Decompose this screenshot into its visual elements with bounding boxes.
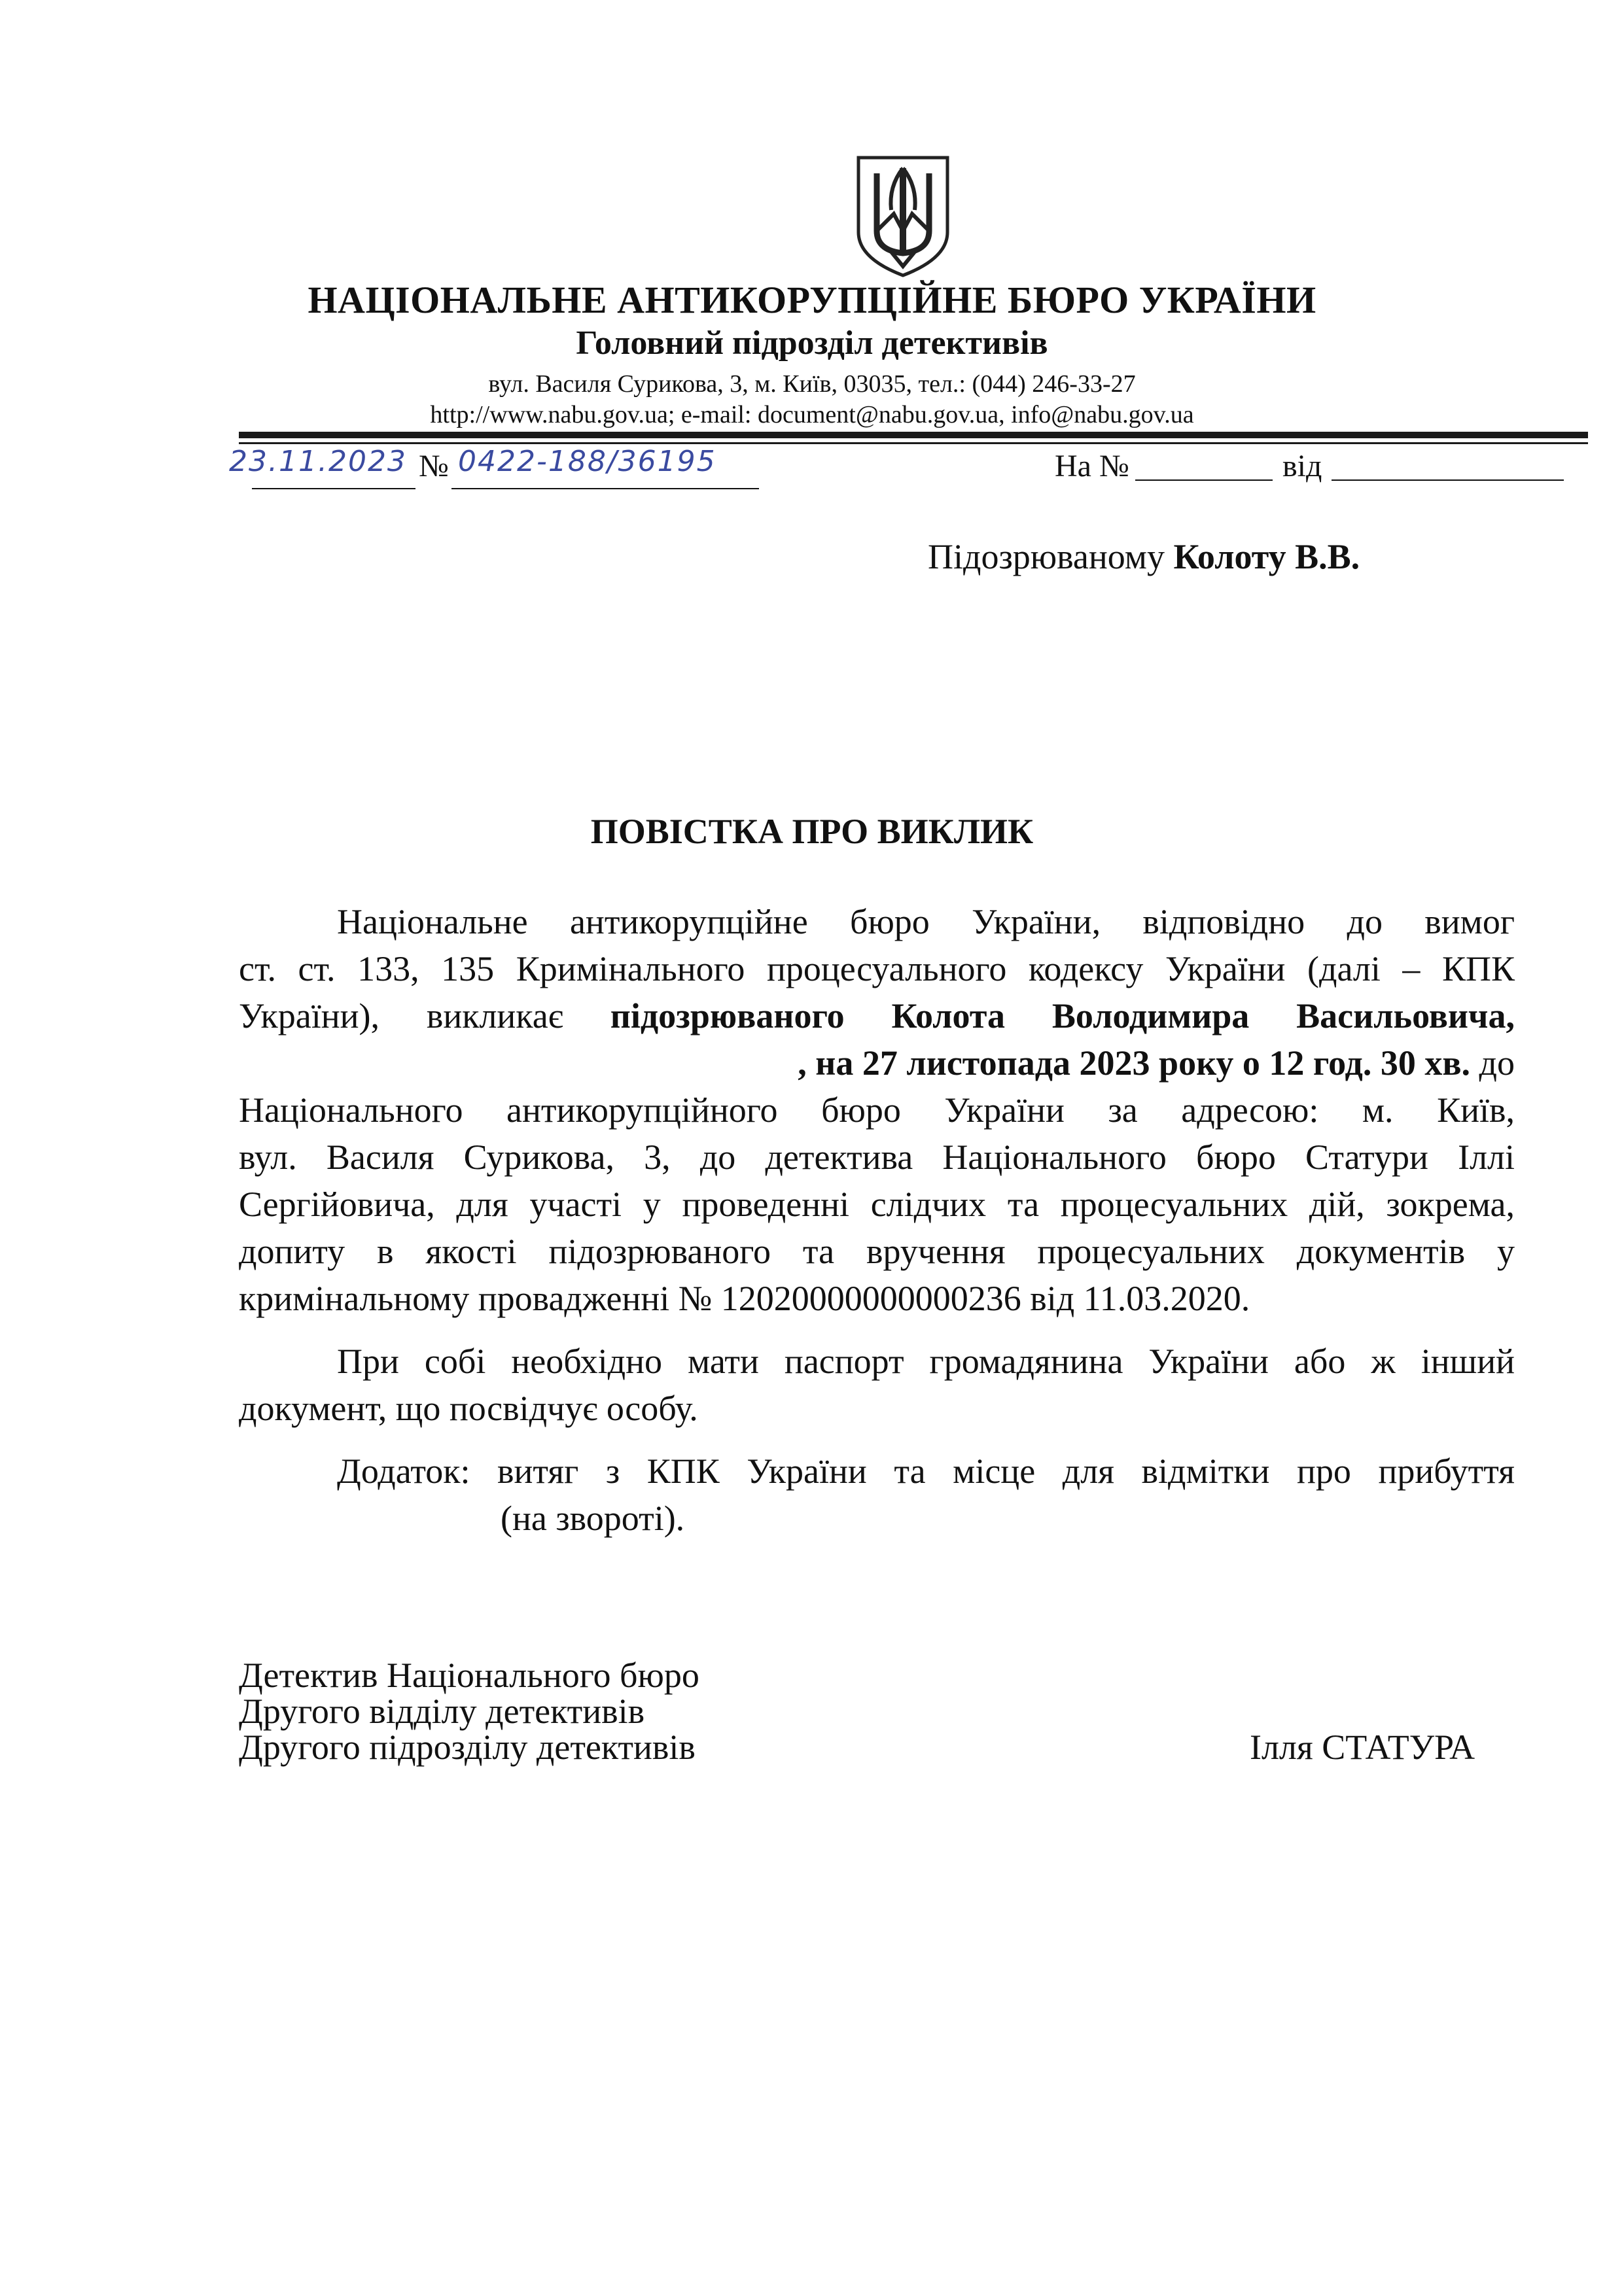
body-line: Національного антикорупційного бюро України за адресою: м. Київ,: [239, 1090, 1515, 1130]
suspect-name: підозрюваного Колота Володимира Васильовича: [610, 996, 1506, 1035]
signer-title-line: Детектив Національного бюро: [239, 1656, 699, 1695]
incoming-number-blank: [1135, 479, 1273, 481]
body-line: Сергійовича, для участі у проведенні слідчих та процесуальних дій, зокрема,: [239, 1185, 1515, 1224]
body-line: допиту в якості підозрюваного та вручення процесуальних документів у: [239, 1232, 1515, 1271]
body-line: України), викликає підозрюваного Колота Володимира Васильовича,: [239, 996, 1515, 1035]
attachment-line: Додаток: витяг з КПК України та місце для відмітки про прибуття: [337, 1452, 1515, 1491]
body-line: При собі необхідно мати паспорт громадянина України або ж інший: [337, 1342, 1515, 1381]
organization-web-email: http://www.nabu.gov.ua; e-mail: document@nabu.gov.ua, info@nabu.gov.ua: [430, 401, 1194, 428]
organization-address: вул. Василя Сурикова, 3, м. Київ, 03035, тел.: (044) 246-33-27: [488, 370, 1136, 398]
trident-emblem-icon: [851, 154, 955, 278]
body-line: вул. Василя Сурикова, 3, до детектива Національного бюро Статури Іллі: [239, 1138, 1515, 1177]
body-line: кримінальному провадженні № 12020000000000236 від 11.03.2020.: [239, 1279, 1250, 1318]
registration-number-underline: [451, 488, 759, 489]
organization-name: НАЦІОНАЛЬНЕ АНТИКОРУПЦІЙНЕ БЮРО УКРАЇНИ: [308, 279, 1316, 321]
body-line: , на 27 листопада 2023 року о 12 год. 30 хв. до: [798, 1043, 1515, 1083]
document-title: ПОВІСТКА ПРО ВИКЛИК: [590, 812, 1034, 851]
addressee-prefix: Підозрюваному: [928, 537, 1165, 576]
department-name: Головний підрозділ детективів: [576, 324, 1048, 362]
registration-number-label: №: [419, 449, 449, 483]
signer-title-line: Другого відділу детективів: [239, 1692, 645, 1731]
signer-name: Ілля СТАТУРА: [1250, 1728, 1475, 1767]
incoming-date-blank: [1332, 479, 1564, 481]
attachment-line: (на звороті).: [501, 1499, 685, 1538]
registration-number-handwritten: 0422-188/36195: [458, 445, 716, 478]
body-line: Національне антикорупційне бюро України, відповідно до вимог: [337, 902, 1515, 941]
incoming-date-label: від: [1282, 449, 1322, 483]
addressee: [928, 536, 1360, 577]
registration-date-underline: [252, 488, 415, 489]
body-line: ст. ст. 133, 135 Кримінального процесуального кодексу України (далі – КПК: [239, 949, 1515, 988]
registration-date-handwritten: 23.11.2023: [229, 445, 407, 478]
header-divider-thick: [239, 432, 1588, 438]
header-divider-thin: [239, 442, 1588, 444]
addressee-name: Колоту В.В.: [1173, 537, 1360, 576]
body-line: документ, що посвідчує особу.: [239, 1389, 698, 1428]
signer-title-line: Другого підрозділу детективів: [239, 1728, 696, 1767]
incoming-number-label: На №: [1055, 449, 1129, 483]
summons-datetime: , на 27 листопада 2023 року о 12 год. 30 хв.: [798, 1043, 1471, 1083]
